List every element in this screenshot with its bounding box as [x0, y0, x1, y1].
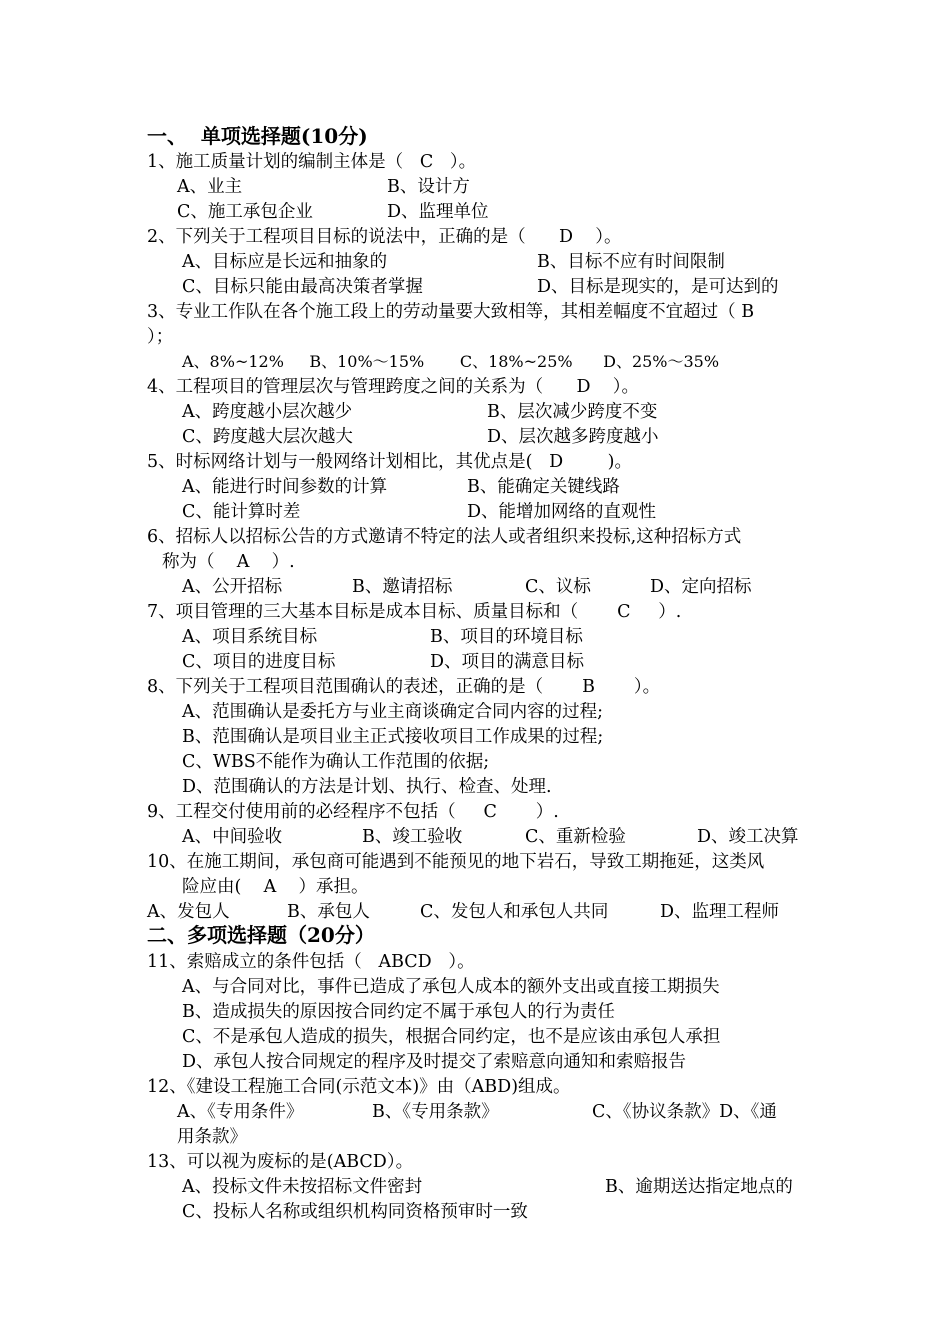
q4-option-d: D、层次越多跨度越小 [487, 427, 659, 447]
q6-stem: 6、招标人以招标公告的方式邀请不特定的法人或者组织来投标,这种招标方式 [147, 527, 742, 547]
q9-option-b: B、竣工验收 [362, 827, 463, 847]
q2-option-a: A、目标应是长远和抽象的 [182, 252, 388, 272]
q6-option-c: C、议标 [525, 577, 591, 597]
q8-option-c: C、WBS不能作为确认工作范围的依据; [182, 752, 490, 772]
q3-options: A、8%~12% B、10%～15% C、18%~25% D、25%～35% [182, 352, 720, 371]
q2-option-c: C、目标只能由最高决策者掌握 [182, 277, 423, 297]
q12-stem: 12、《建设工程施工合同(示范文本)》由（ABD)组成。 [147, 1077, 571, 1097]
q7-option-d: D、项目的满意目标 [430, 652, 585, 672]
section1-title: 一、 单项选择题(10分) [147, 124, 368, 148]
q5-option-d: D、能增加网络的直观性 [467, 502, 657, 522]
q10-option-a: A、发包人 [147, 902, 230, 922]
q9-stem: 9、工程交付使用前的必经程序不包括（ C ）. [147, 802, 559, 822]
q7-stem: 7、项目管理的三大基本目标是成本目标、质量目标和（ C ）. [147, 602, 682, 622]
q6-option-d: D、定向招标 [650, 577, 752, 597]
q1-stem: 1、施工质量计划的编制主体是（ C ）。 [147, 152, 477, 172]
q9-option-a: A、中间验收 [182, 827, 283, 847]
q11-stem: 11、索赔成立的条件包括（ ABCD ）。 [147, 952, 475, 972]
q3-stem-cont: ）； [147, 327, 174, 347]
q2-stem: 2、下列关于工程项目目标的说法中，正确的是（ D ）。 [147, 227, 622, 247]
q8-option-a: A、范围确认是委托方与业主商谈确定合同内容的过程; [182, 702, 604, 722]
q11-option-a: A、与合同对比，事件已造成了承包人成本的额外支出或直接工期损失 [182, 977, 720, 997]
q12-option-b: B、《专用条款》 [372, 1102, 499, 1122]
q4-option-b: B、层次减少跨度不变 [487, 402, 658, 422]
q2-option-d: D、目标是现实的，是可达到的 [537, 277, 779, 297]
q4-stem: 4、工程项目的管理层次与管理跨度之间的关系为（ D ）。 [147, 377, 640, 397]
q12-option-cd: C、《协议条款》D、《通 [592, 1102, 777, 1122]
q10-option-c: C、发包人和承包人共同 [420, 902, 609, 922]
q10-stem: 10、在施工期间，承包商可能遇到不能预见的地下岩石，导致工期拖延，这类风 [147, 852, 765, 872]
q11-option-b: B、造成损失的原因按合同约定不属于承包人的行为责任 [182, 1002, 615, 1022]
q9-option-c: C、重新检验 [525, 827, 626, 847]
q2-option-b: B、目标不应有时间限制 [537, 252, 725, 272]
q5-option-c: C、能计算时差 [182, 502, 301, 522]
q10-stem-cont: 险应由( A ）承担。 [182, 877, 369, 897]
q11-option-d: D、承包人按合同规定的程序及时提交了索赔意向通知和索赔报告 [182, 1052, 687, 1072]
q12-option-a: A、《专用条件》 [177, 1102, 304, 1122]
q10-option-d: D、监理工程师 [660, 902, 780, 922]
q3-stem: 3、专业工作队在各个施工段上的劳动量要大致相等，其相差幅度不宜超过（ B [147, 302, 755, 322]
q6-stem-cont: 称为（ A ）. [162, 552, 295, 572]
q11-option-c: C、不是承包人造成的损失，根据合同约定，也不是应该由承包人承担 [182, 1027, 721, 1047]
q13-option-b: B、逾期送达指定地点的 [605, 1177, 793, 1197]
q6-option-a: A、公开招标 [182, 577, 283, 597]
q1-option-d: D、监理单位 [387, 202, 489, 222]
q7-option-b: B、项目的环境目标 [430, 627, 583, 647]
q5-option-b: B、能确定关键线路 [467, 477, 620, 497]
q6-option-b: B、邀请招标 [352, 577, 453, 597]
q5-option-a: A、能进行时间参数的计算 [182, 477, 388, 497]
q13-option-a: A、投标文件未按招标文件密封 [182, 1177, 423, 1197]
q1-option-c: C、施工承包企业 [177, 202, 313, 222]
q8-stem: 8、下列关于工程项目范围确认的表述，正确的是（ B ）。 [147, 677, 661, 697]
q5-stem: 5、时标网络计划与一般网络计划相比，其优点是( D )。 [147, 452, 633, 472]
q4-option-a: A、跨度越小层次越少 [182, 402, 353, 422]
q7-option-a: A、项目系统目标 [182, 627, 318, 647]
q10-option-b: B、承包人 [287, 902, 370, 922]
q1-option-a: A、业主 [177, 177, 243, 197]
q7-option-c: C、项目的进度目标 [182, 652, 336, 672]
q9-option-d: D、竣工决算 [697, 827, 799, 847]
q13-option-c: C、投标人名称或组织机构同资格预审时一致 [182, 1202, 528, 1222]
section2-title: 二、多项选择题（20分） [147, 923, 375, 947]
q12-option-cont: 用条款》 [177, 1127, 247, 1147]
q4-option-c: C、跨度越大层次越大 [182, 427, 353, 447]
q8-option-b: B、范围确认是项目业主正式接收项目工作成果的过程; [182, 727, 604, 747]
q1-option-b: B、设计方 [387, 177, 470, 197]
q8-option-d: D、范围确认的方法是计划、执行、检查、处理. [182, 777, 552, 797]
q13-stem: 13、可以视为废标的是(ABCD）。 [147, 1152, 414, 1172]
